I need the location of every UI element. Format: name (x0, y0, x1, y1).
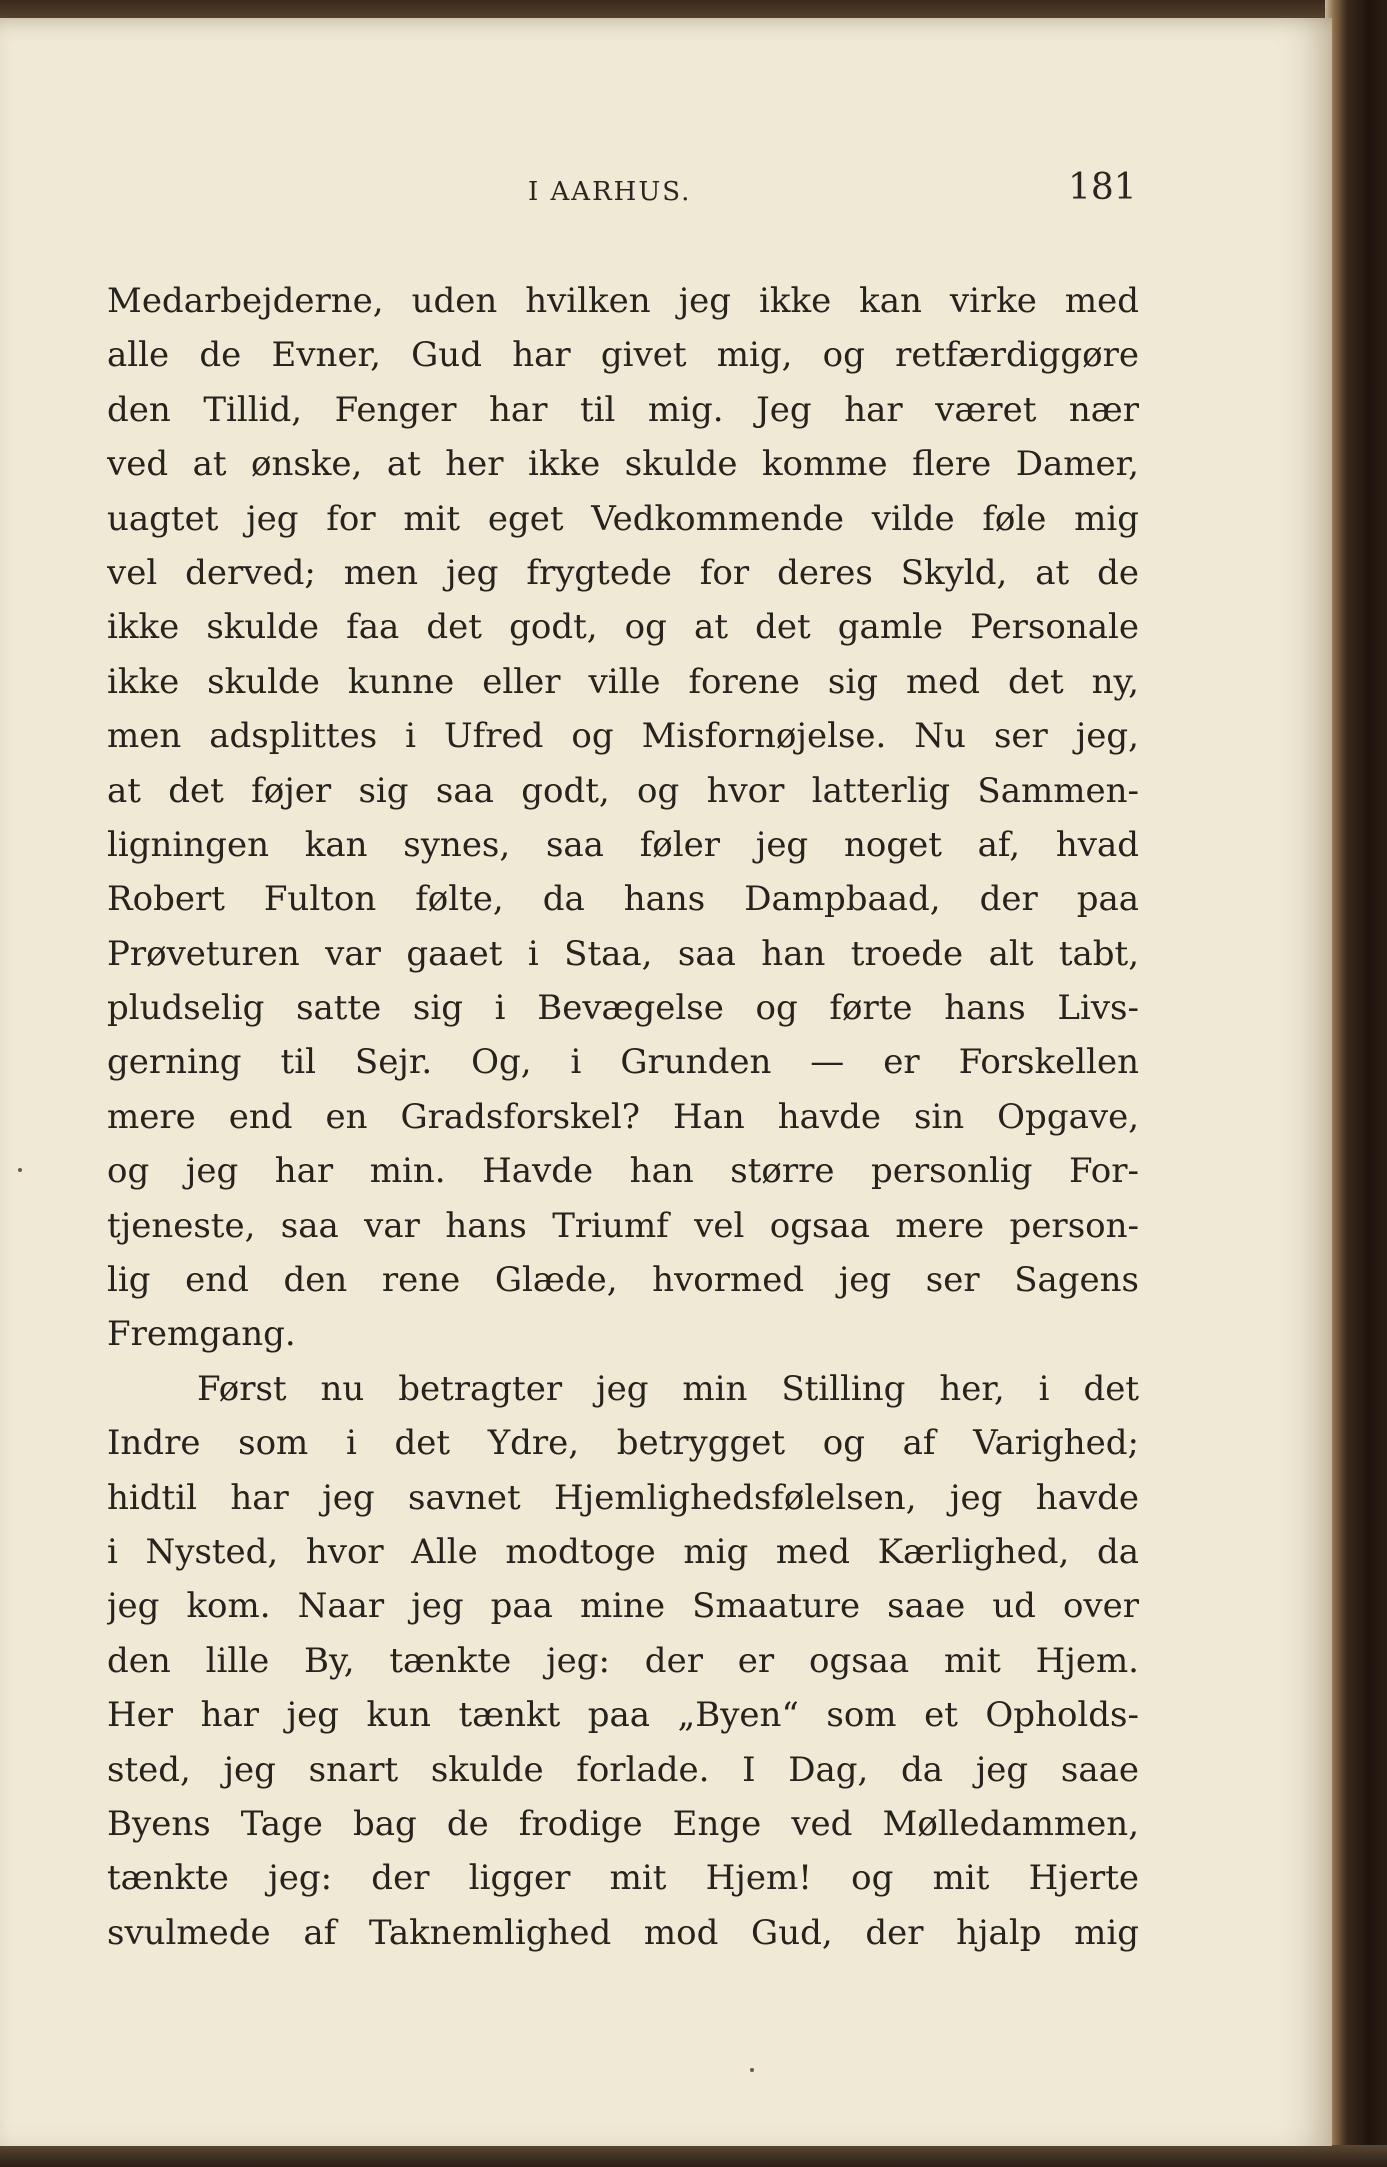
text-line: sted, jeg snart skulde forlade. I Dag, da jeg saae (107, 1749, 1139, 1790)
text-line: gerning til Sejr. Og, i Grunden — er Forskellen (107, 1042, 1139, 1083)
text-line: ligningen kan synes, saa føler jeg noget af, hvad (107, 824, 1139, 865)
running-title: I AARHUS. (528, 177, 692, 207)
text-line: i Nysted, hvor Alle modtoge mig med Kærlighed, da (107, 1531, 1139, 1572)
text-line: tænkte jeg: der ligger mit Hjem! og mit Hjerte (107, 1858, 1139, 1899)
paper-speck (750, 2068, 754, 2072)
text-line: og jeg har min. Havde han større personlig For- (107, 1151, 1139, 1192)
text-line: den lille By, tænkte jeg: der er ogsaa mit Hjem. (107, 1640, 1139, 1681)
text-line: vel derved; men jeg frygtede for deres Skyld, at de (107, 552, 1139, 593)
text-line: hidtil har jeg savnet Hjemlighedsfølelsen, jeg havde (107, 1477, 1139, 1518)
text-line: ikke skulde faa det godt, og at det gamle Personale (107, 607, 1139, 648)
text-line: pludselig satte sig i Bevægelse og førte hans Livs- (107, 988, 1139, 1029)
text-line: jeg kom. Naar jeg paa mine Smaature saae ud over (107, 1586, 1139, 1627)
text-line: den Tillid, Fenger har til mig. Jeg har været nær (107, 389, 1139, 430)
text-line: Robert Fulton følte, da hans Dampbaad, der paa (107, 879, 1139, 920)
paper-speck (18, 1168, 22, 1172)
text-line: Her har jeg kun tænkt paa „Byen“ som et Opholds- (107, 1695, 1139, 1736)
text-line: Indre som i det Ydre, betrygget og af Varighed; (107, 1423, 1139, 1464)
text-line: ved at ønske, at her ikke skulde komme flere Damer, (107, 444, 1139, 485)
book-spine (1325, 0, 1387, 2167)
page-number: 181 (1068, 167, 1137, 208)
text-line: uagtet jeg for mit eget Vedkommende vilde føle mig (107, 498, 1139, 539)
paragraph-start-line: Først nu betragter jeg min Stilling her, i det (197, 1368, 1139, 1409)
text-line: mere end en Gradsforskel? Han havde sin Opgave, (107, 1096, 1139, 1137)
text-line: svulmede af Taknemlighed mod Gud, der hjalp mig (107, 1912, 1139, 1953)
text-line: tjeneste, saa var hans Triumf vel ogsaa mere person- (107, 1205, 1139, 1246)
text-line: ikke skulde kunne eller ville forene sig med det ny, (107, 661, 1139, 702)
book-page (0, 18, 1332, 2146)
book-bottom-edge (0, 2145, 1387, 2167)
body-text (107, 274, 1139, 1960)
text-line: alle de Evner, Gud har givet mig, og retfærdiggøre (107, 335, 1139, 376)
text-line: lig end den rene Glæde, hvormed jeg ser Sagens (107, 1260, 1139, 1301)
page-header (0, 165, 1332, 215)
text-line: Byens Tage bag de frodige Enge ved Mølledammen, (107, 1803, 1139, 1844)
text-line: Prøveturen var gaaet i Staa, saa han troede alt tabt, (107, 933, 1139, 974)
text-line: men adsplittes i Ufred og Misfornøjelse. Nu ser jeg, (107, 716, 1139, 757)
paragraph-end-line: Fremgang. (107, 1314, 296, 1355)
text-line: at det føjer sig saa godt, og hvor latterlig Sammen- (107, 770, 1139, 811)
text-line: Medarbejderne, uden hvilken jeg ikke kan virke med (107, 281, 1139, 321)
